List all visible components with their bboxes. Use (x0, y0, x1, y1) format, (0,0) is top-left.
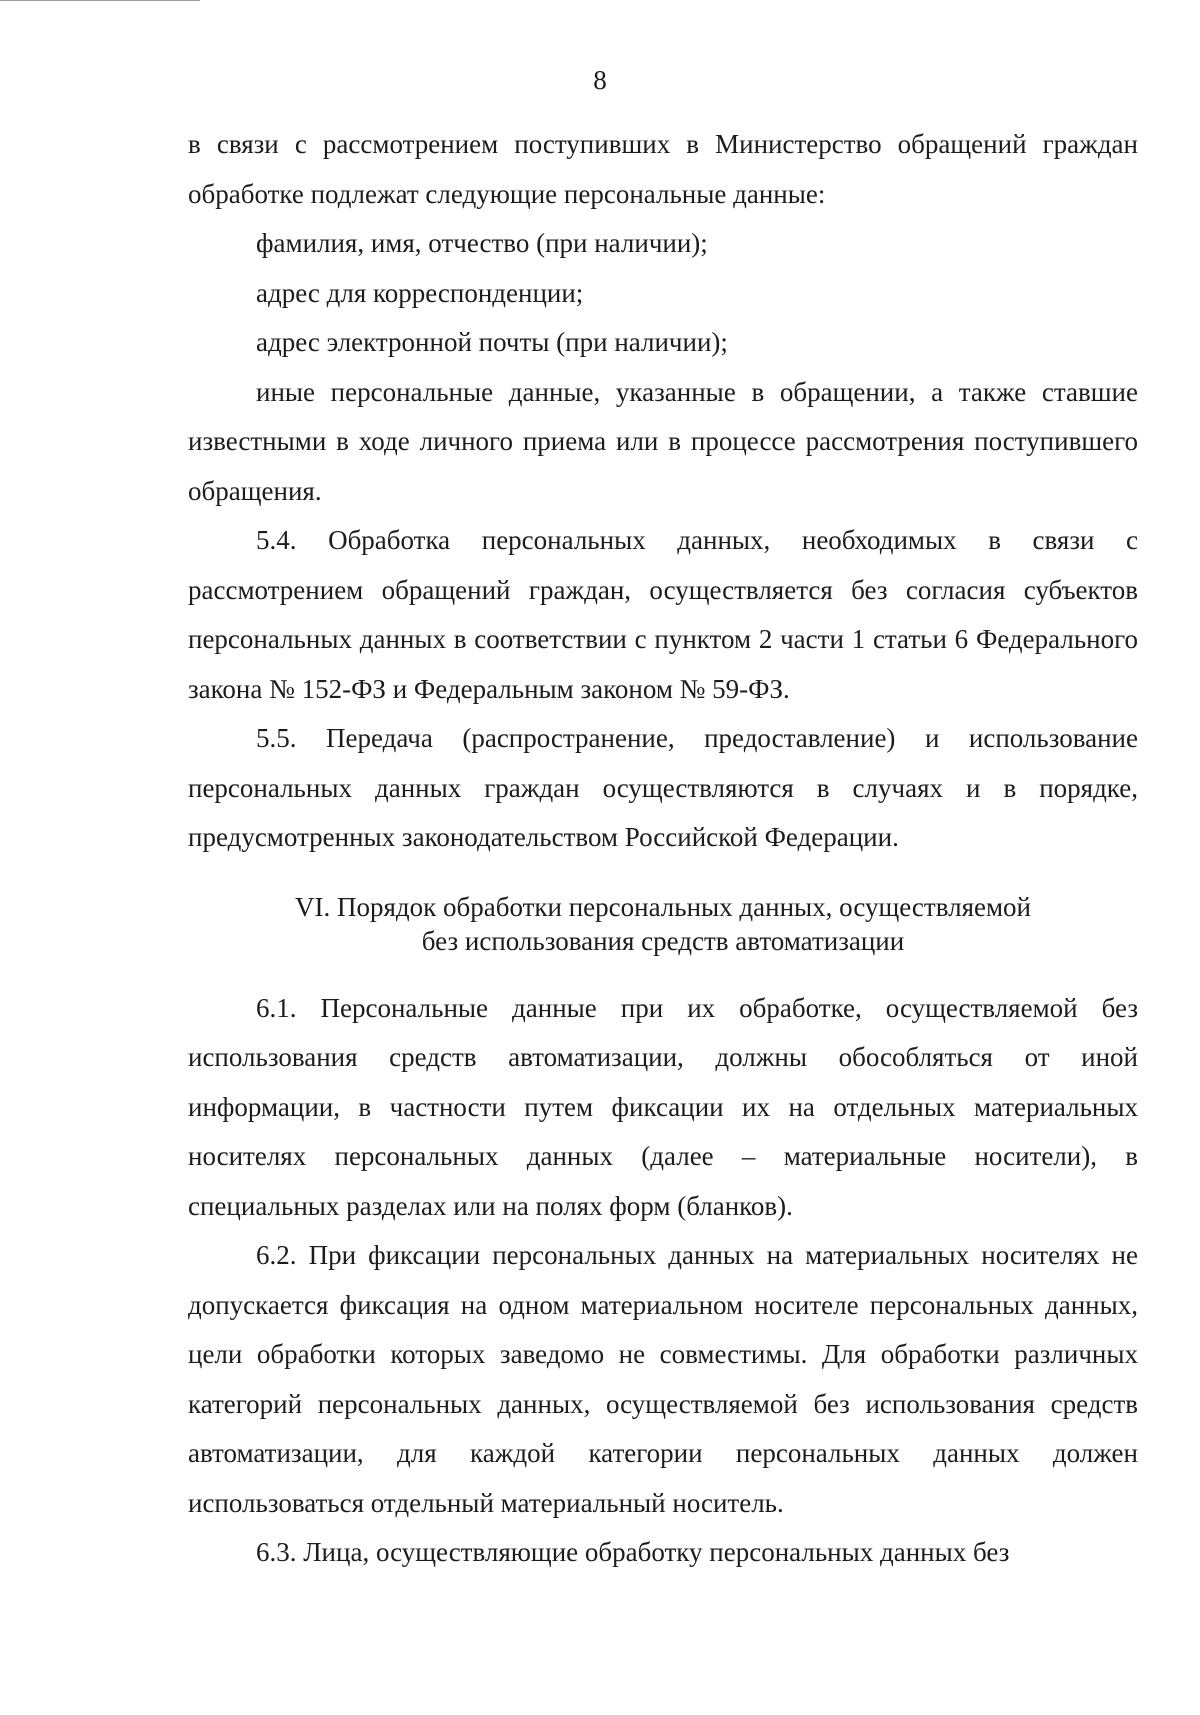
section-title-vi (188, 890, 1138, 958)
section-title-line-2: без использования средств автоматизации (421, 925, 905, 956)
scan-edge-line (0, 0, 200, 1)
list-item-name: фамилия, имя, отчество (при наличии); (256, 228, 708, 258)
paragraph-6-1: 6.1. Персональные данные при их обработке, осуществляемой без использования средств автоматизации, должны обособляться от иной информации, в частности путем фиксации их на отдельных материальных носителях персональных данных (далее – материальные носители), в специальных разделах или на полях форм (бланков). (188, 992, 1138, 1221)
document-body (188, 120, 1138, 1578)
paragraph-other-data: иные персональные данные, указанные в обращении, а также ставшие известными в ходе личного приема или в процессе рассмотрения поступившего обращения. (188, 376, 1138, 506)
section-title-line-1: VI. Порядок обработки персональных данных, осуществляемой (294, 891, 1032, 922)
paragraph-5-5: 5.5. Передача (распространение, предоставление) и использование персональных данных граждан осуществляются в случаях и в порядке, предусмотренных законодательством Российской Федерации. (188, 723, 1138, 852)
paragraph-6-2: 6.2. При фиксации персональных данных на материальных носителях не допускается фиксация на одном материальном носителе персональных данных, цели обработки которых заведомо не совместимы. Для обработки различных категорий персональных данных, осуществляемой без использования средств автоматизации, для каждой категории персональных данных должен использоваться отдельный материальный носитель. (188, 1240, 1138, 1518)
paragraph-5-4: 5.4. Обработка персональных данных, необходимых в связи с рассмотрением обращений граждан, осуществляется без согласия субъектов персональных данных в соответствии с пунктом 2 части 1 статьи 6 Федерального закона № 152-ФЗ и Федеральным законом № 59-ФЗ. (188, 525, 1138, 704)
page-number: 8 (593, 65, 607, 95)
paragraph-intro: в связи с рассмотрением поступивших в Министерство обращений граждан обработке подлежат следующие персональные данные: (188, 129, 1138, 209)
paragraph-6-3: 6.3. Лица, осуществляющие обработку персональных данных без (256, 1537, 1010, 1567)
list-item-address: адрес для корреспонденции; (256, 277, 584, 308)
list-item-email: адрес электронной почты (при наличии); (256, 327, 728, 357)
